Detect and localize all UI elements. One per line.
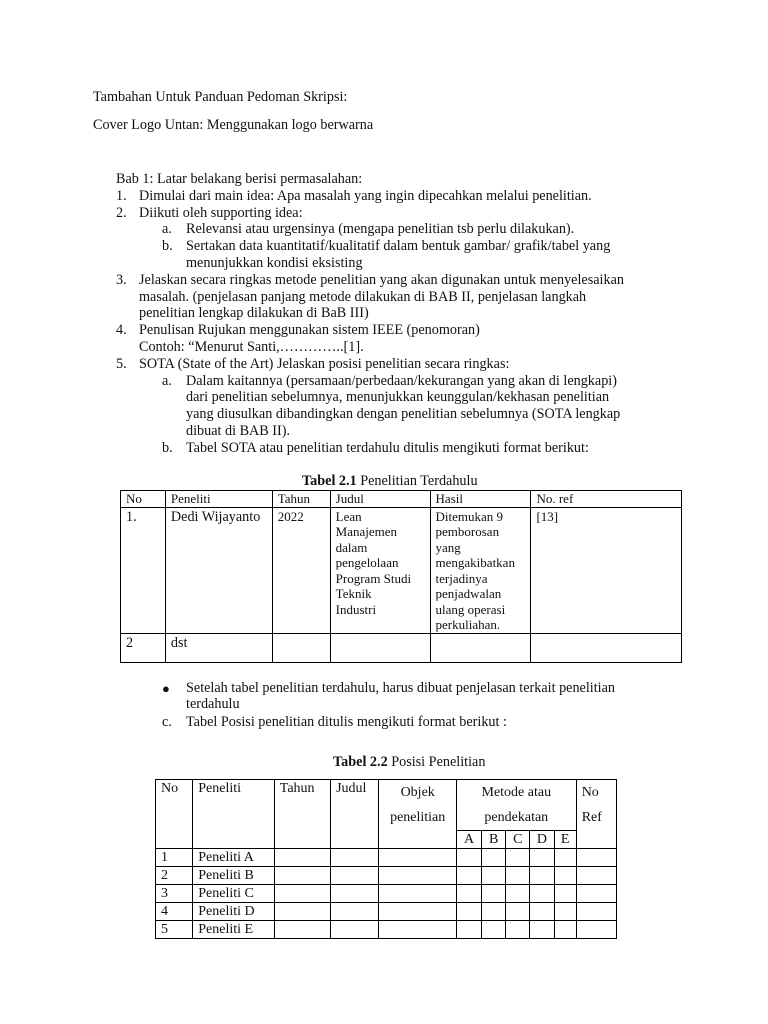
sublist-text: yang diusulkan dibandingkan dengan penelitian sebelumnya (SOTA lengkap (186, 406, 621, 422)
table-header-cell: Hasil (430, 491, 531, 508)
table-cell-peneliti: Peneliti B (193, 867, 275, 885)
list-item-text: Jelaskan secara ringkas metode penelitian yang akan digunakan untuk menyelesaikan (139, 272, 624, 288)
sublist-text: Sertakan data kuantitatif/kualitatif dalam bentuk gambar/ grafik/tabel yang (186, 238, 611, 254)
list-number: 4. (116, 322, 127, 338)
table2-caption-label: Tabel 2.2 (333, 754, 388, 770)
table-header-row (121, 491, 682, 508)
sublist-text: dari penelitian sebelumnya, menunjukkan keunggulan/kekhasan penelitian (186, 389, 610, 405)
table1-caption-title: Penelitian Terdahulu (356, 473, 478, 489)
cell-line: Program Studi (335, 570, 412, 586)
table-row (156, 867, 617, 885)
list-item-text: Dimulai dari main idea: Apa masalah yang ingin dipecahkan melalui penelitian. (139, 188, 592, 204)
cell-line: Manajemen (335, 524, 398, 539)
table-cell-no: 3 (156, 885, 193, 903)
table-penelitian-terdahulu (120, 490, 682, 663)
bullet-text: Setelah tabel penelitian terdahulu, harus dibuat penjelasan terkait penelitian (186, 680, 616, 696)
sublist-letter: b. (162, 440, 173, 456)
intro-line-1: Tambahan Untuk Panduan Pedoman Skripsi: (93, 89, 348, 105)
sublist-text: Relevansi atau urgensinya (mengapa penelitian tsb perlu dilakukan). (186, 221, 575, 237)
cell-line: Lean (335, 508, 362, 524)
cell-line: mengakibatkan (435, 555, 515, 570)
table-posisi-penelitian (155, 779, 617, 939)
table-cell-peneliti: Peneliti A (193, 849, 275, 867)
list-item-text: masalah. (penjelasan panjang metode dilakukan di BAB II, penjelasan langkah (139, 289, 587, 305)
list-item-text: Penulisan Rujukan menggunakan sistem IEEE (penomoran) (139, 322, 480, 338)
table-header-cell: No. ref (531, 491, 682, 508)
table-row (156, 921, 617, 939)
table-cell-tahun (272, 633, 330, 662)
cell-line: terjadinya (435, 570, 488, 586)
table-cell-ref (531, 633, 682, 662)
table-cell-no: 5 (156, 921, 193, 939)
table-subheader-cell: D (530, 831, 554, 849)
table-cell-no: 1. (121, 507, 166, 633)
table-subheader-cell: C (506, 831, 530, 849)
sublist-letter: c. (162, 714, 172, 730)
table-header-cell: Peneliti (165, 491, 272, 508)
table-header-cell: Tahun (274, 780, 330, 849)
cell-line: dalam (335, 539, 368, 555)
list-number: 1. (116, 188, 127, 204)
table-header-cell (379, 780, 457, 849)
cell-line: ulang operasi (435, 601, 506, 617)
table-header-cell (456, 780, 576, 831)
table-cell-tahun: 2022 (272, 507, 330, 633)
cell-line: perkuliahan. (435, 617, 501, 632)
table-cell-judul (330, 633, 430, 662)
table1-caption-label: Tabel 2.1 (302, 473, 357, 489)
cell-line: Teknik (335, 586, 372, 601)
table-cell-peneliti: Peneliti C (193, 885, 275, 903)
sublist-text: Tabel Posisi penelitian ditulis mengikuti format berikut : (186, 714, 507, 730)
list-number: 2. (116, 205, 127, 221)
list-item-text: SOTA (State of the Art) Jelaskan posisi penelitian secara ringkas: (139, 356, 510, 372)
table-cell-no: 2 (156, 867, 193, 885)
table1-caption (302, 473, 478, 490)
cell-line: pengelolaan (335, 555, 399, 570)
table-row (156, 885, 617, 903)
table-subheader-cell: B (482, 831, 506, 849)
header-line: Metode atau (481, 785, 552, 800)
list-item-text: Diikuti oleh supporting idea: (139, 205, 303, 221)
table-header-cell: Judul (330, 491, 430, 508)
cell-line: yang (435, 539, 461, 555)
table-cell-hasil (430, 507, 531, 633)
cell-line: penjadwalan (435, 586, 502, 601)
cell-line: Ditemukan 9 (435, 508, 504, 524)
table-subheader-cell: A (456, 831, 481, 849)
list-number: 3. (116, 272, 127, 288)
table-cell-no: 4 (156, 903, 193, 921)
table-header-cell: No (156, 780, 193, 849)
sublist-letter: a. (162, 221, 172, 237)
table-header-cell: No (121, 491, 166, 508)
header-line: No (581, 785, 599, 800)
table-row (156, 903, 617, 921)
sublist-text: dibuat di BAB II). (186, 423, 291, 439)
table-row (121, 633, 682, 662)
sublist-text: Tabel SOTA atau penelitian terdahulu ditulis mengikuti format berikut: (186, 440, 589, 456)
table2-caption-title: Posisi Penelitian (387, 754, 486, 770)
table-cell-judul (330, 507, 430, 633)
table-header-cell: Tahun (272, 491, 330, 508)
table-cell-no: 2 (121, 633, 166, 662)
bullet-dot-icon: ● (162, 681, 170, 696)
table-cell-hasil (430, 633, 531, 662)
sublist-letter: b. (162, 238, 173, 254)
table-cell-peneliti: dst (165, 633, 272, 662)
table-header-row (156, 780, 617, 831)
cell-line: Industri (335, 601, 377, 617)
intro-line-2: Cover Logo Untan: Menggunakan logo berwarna (93, 117, 374, 133)
table-row (121, 507, 682, 633)
bab1-heading: Bab 1: Latar belakang berisi permasalahan: (116, 171, 363, 187)
table-header-cell: Peneliti (193, 780, 275, 849)
sublist-letter: a. (162, 373, 172, 389)
header-line: Ref (581, 810, 602, 825)
table-cell-peneliti: Peneliti D (193, 903, 275, 921)
list-number: 5. (116, 356, 127, 372)
table-cell-peneliti: Peneliti E (193, 921, 275, 939)
sublist-text: menunjukkan kondisi eksisting (186, 255, 363, 271)
table-cell-ref: [13] (531, 507, 682, 633)
table-header-cell: Judul (331, 780, 379, 849)
table-cell-no: 1 (156, 849, 193, 867)
table-cell-peneliti: Dedi Wijayanto (165, 507, 272, 633)
list-item-text: penelitian lengkap dilakukan di BaB III) (139, 305, 369, 321)
header-line: pendekatan (484, 810, 549, 825)
sublist-text: Dalam kaitannya (persamaan/perbedaan/kekurangan yang akan di lengkapi) (186, 373, 617, 389)
table-subheader-cell: E (554, 831, 576, 849)
bullet-text: terdahulu (186, 696, 240, 712)
header-line: penelitian (390, 810, 446, 825)
table-row (156, 849, 617, 867)
table2-caption (333, 754, 485, 771)
table-header-cell (576, 780, 616, 849)
list-item-text: Contoh: “Menurut Santi,…………..[1]. (139, 339, 364, 355)
header-line: Objek (400, 785, 435, 800)
cell-line: pemborosan (435, 524, 500, 539)
